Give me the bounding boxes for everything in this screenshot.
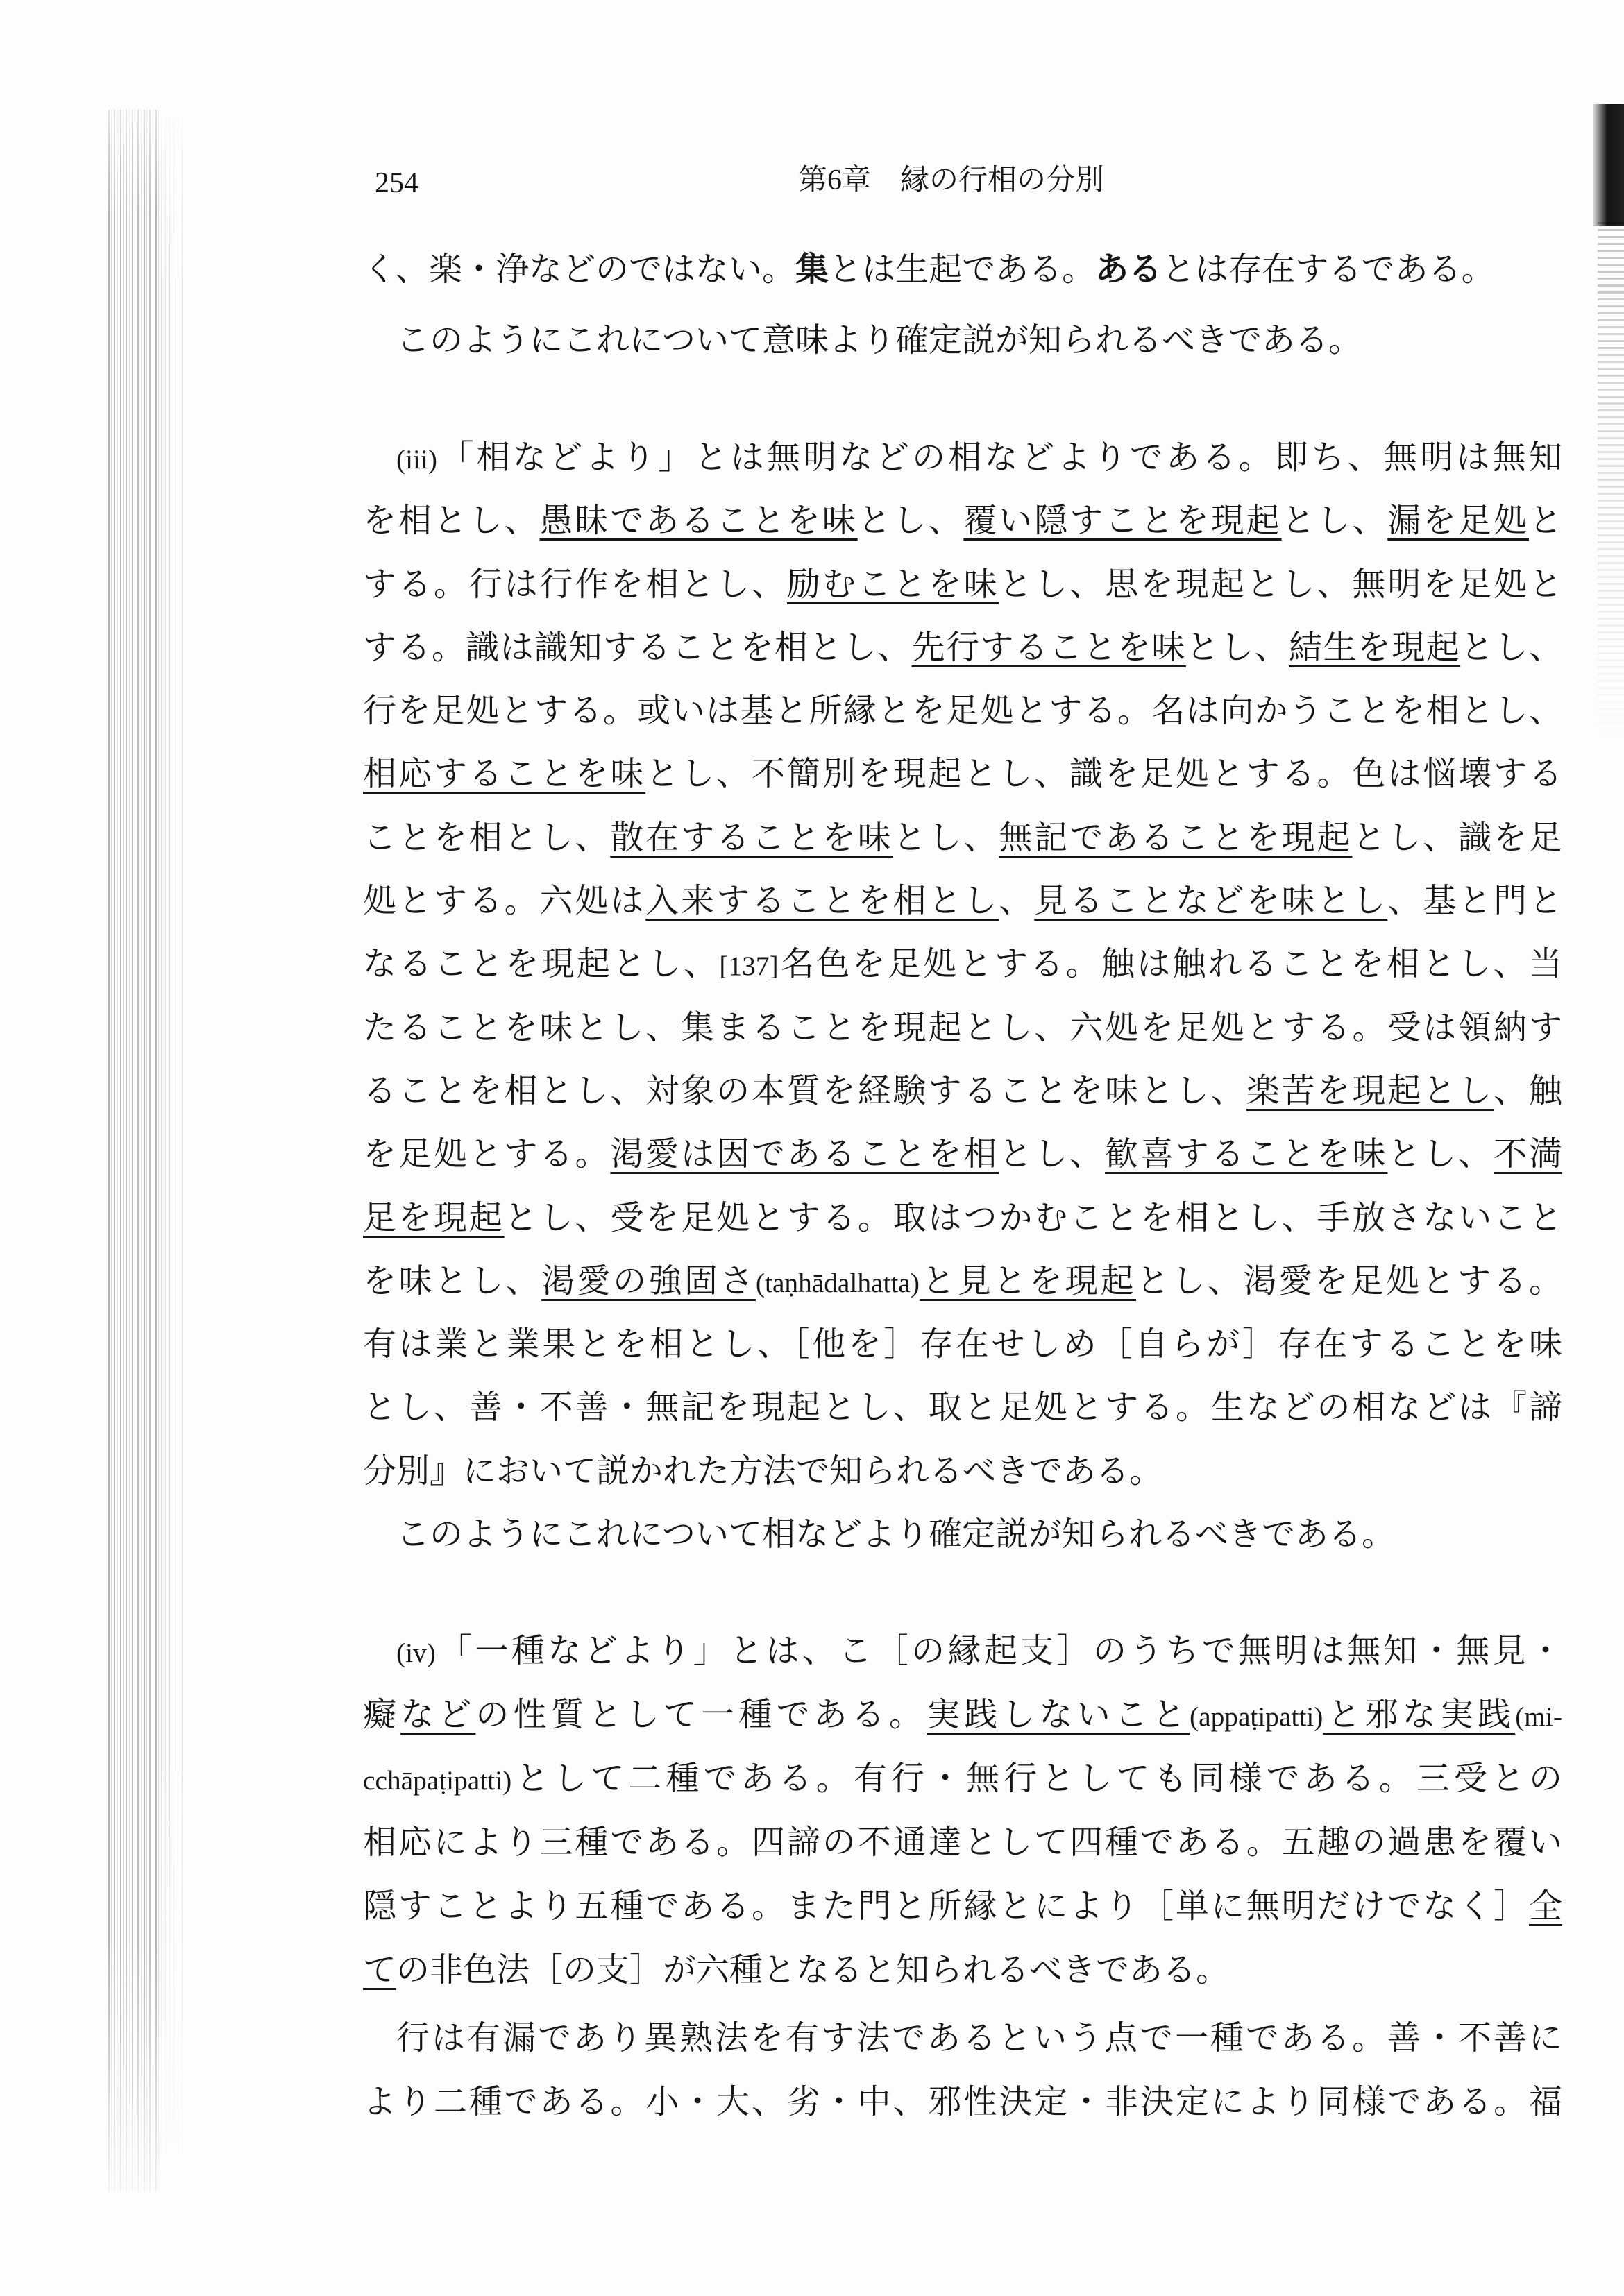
text-run: の非色法［の支］が六種となると知られるべきである。 [396,1952,1230,1989]
text-run: このようにこれについて意味より確定説が知られるべきである。 [396,322,1362,359]
text-line [363,679,1562,742]
pali-term: (mi- [1515,1701,1562,1732]
scan-binding-shadow-light [161,118,186,2172]
underlined-text: 実践しないこと [927,1697,1190,1733]
text-line [363,1683,1562,1747]
text-run: 、 [999,883,1035,920]
underlined-text: て [363,1952,397,1989]
text-run: 行を足処とする。或いは基と所縁とを足処とする。名は向かうことを相とし、 [363,692,1562,730]
text-run: とし、不簡別を現起とし、識を足処とする。色は悩壊する [645,756,1562,793]
running-header-title: 第6章 縁の行相の分別 [798,164,1105,196]
underlined-text: と邪な実践 [1323,1697,1516,1733]
underlined-text: 愚昧であることを味 [539,502,858,540]
text-run: とは生起である。 [829,251,1096,288]
text-line [363,1060,1562,1123]
section-marker: (iv) [396,1638,436,1668]
section-iv [363,1619,1562,2134]
underlined-text: 楽苦を現起とし [1246,1072,1494,1109]
text-run: 、触 [1494,1072,1562,1109]
text-line [363,1939,1562,2002]
scan-edge-noise [1598,222,1624,749]
text-run: とし、 [893,819,999,856]
text-run: 「相などより」とは無明などの相などよりである。即ち、無明は無知 [437,439,1562,476]
text-run: とし、 [1281,502,1388,540]
scan-edge-shadow [1593,104,1624,226]
text-run: 隠すことより五種である。また門と所縁とにより［単に無明だけでなく］ [363,1888,1529,1925]
underlined-text: と見とを現起 [919,1262,1137,1300]
text-line [363,1187,1562,1250]
pali-term: (taṇhādalhatta) [755,1267,920,1298]
underlined-text: 覆い隠すことを現起 [963,502,1282,540]
text-run: 名色を足処とする。触は触れることを相とし、当 [778,946,1562,983]
underlined-text: 入来することを相とし [645,883,999,920]
text-run: として二種である。有行・無行としても同様である。三受との [511,1760,1562,1797]
text-run: たることを味とし、集まることを現起とし、六処を足処とする。受は領納す [363,1009,1562,1046]
text-run: ることを相とし、対象の本質を経験することを味とし、 [363,1072,1246,1109]
underlined-text: 散在することを味 [610,819,893,856]
text-line [363,1313,1562,1376]
text-run: する。識は識知することを相とし、 [363,629,912,666]
text-line [363,1123,1562,1186]
text-line [363,2070,1562,2134]
text-run: とは存在するである。 [1162,251,1495,288]
text-run: を味とし、 [363,1262,542,1300]
text-run: とし、 [1185,629,1289,666]
underlined-text: 結生を現起 [1289,629,1461,666]
text-run: の性質として一種である。 [475,1697,927,1733]
text-run: 、基と門と [1387,883,1562,920]
text-run: 癡 [363,1697,401,1733]
bold-term: 集 [795,251,829,288]
text-run: とし、 [999,1136,1106,1173]
text-run: 相応により三種である。四諦の不通達として四種である。五趣の過患を覆い [363,1824,1562,1861]
underlined-text: 不満 [1494,1136,1562,1173]
text-run: とし、 [1460,629,1562,666]
underlined-text: 見ることなどを味とし [1034,883,1388,920]
text-run: する。行は行作を相とし、 [363,566,787,603]
text-run: なることを現起とし、 [363,946,720,983]
text-line [363,1376,1562,1439]
text-line [363,616,1562,679]
text-line [363,996,1562,1060]
paragraph-continuation [363,235,1562,376]
text-line [363,305,1562,376]
section-iii [363,426,1562,1566]
bold-term: ある [1095,251,1162,288]
text-line [363,1250,1562,1313]
underlined-text: 足を現起 [363,1199,505,1236]
underlined-text: 無記であることを現起 [999,819,1353,856]
underlined-text: 先行することを味 [911,629,1186,666]
text-run: を相とし、 [363,502,540,540]
text-run: とし、 [857,502,964,540]
page-number: 254 [375,167,418,199]
text-line [363,1811,1562,1875]
pali-term: (appaṭipatti) [1190,1701,1323,1732]
text-run: く、楽・浄などのではない。 [363,251,796,288]
text-run: 「一種などより」とは、こ［の縁起支］のうちで無明は無知・無見・ [435,1633,1562,1669]
text-line [363,1619,1562,1683]
underlined-text: 歓喜することを味 [1105,1136,1388,1173]
underlined-text: 励むことを味 [786,566,999,603]
text-run: ことを相とし、 [363,819,611,856]
underlined-text: 漏を足処 [1387,502,1529,540]
text-run: とし、渇愛を足処とする。 [1136,1262,1562,1300]
text-line [363,806,1562,869]
text-run: とし、識を足 [1352,819,1562,856]
text-line [363,1503,1562,1566]
text-line [363,742,1562,806]
text-line [363,933,1562,996]
text-run: とし、 [1387,1136,1494,1173]
text-run: を足処とする。 [363,1136,611,1173]
pali-term: cchāpaṭipatti) [363,1765,512,1796]
text-run: 処とする。六処は [363,883,646,920]
text-run: このようにこれについて相などより確定説が知られるべきである。 [396,1516,1396,1554]
text-run: とし、善・不善・無記を現起とし、取と足処とする。生などの相などは『諦 [363,1389,1562,1427]
underlined-text: など [400,1697,476,1733]
text-line [363,1747,1562,1811]
text-line [363,489,1562,552]
page-reference: [137] [719,951,779,982]
text-line [363,1440,1562,1503]
underlined-text: 相応することを味 [363,756,646,793]
text-line [363,553,1562,616]
text-line [363,2007,1562,2070]
text-run: より二種である。小・大、劣・中、邪性決定・非決定により同様である。福 [363,2084,1562,2120]
text-run: 有は業と業果とを相とし、［他を］存在せしめ［自らが］存在することを味 [363,1326,1562,1363]
text-run: とし、受を足処とする。取はつかむことを相とし、手放さないこと [504,1199,1562,1236]
text-line [363,235,1562,305]
underlined-text: 渇愛の強固さ [541,1262,756,1300]
underlined-text: 全 [1528,1888,1562,1925]
text-run: と [1528,502,1562,540]
text-run: 分別』において説かれた方法で知られるべきである。 [363,1452,1163,1490]
text-line [363,869,1562,933]
section-marker: (iii) [396,444,438,475]
text-line [363,1875,1562,1939]
text-line [363,426,1562,489]
text-run: とし、思を現起とし、無明を足処と [999,566,1562,603]
underlined-text: 渇愛は因であることを相 [610,1136,999,1173]
text-run: 行は有漏であり異熟法を有す法であるという点で一種である。善・不善に [396,2020,1562,2057]
scan-binding-shadow [108,110,161,2191]
